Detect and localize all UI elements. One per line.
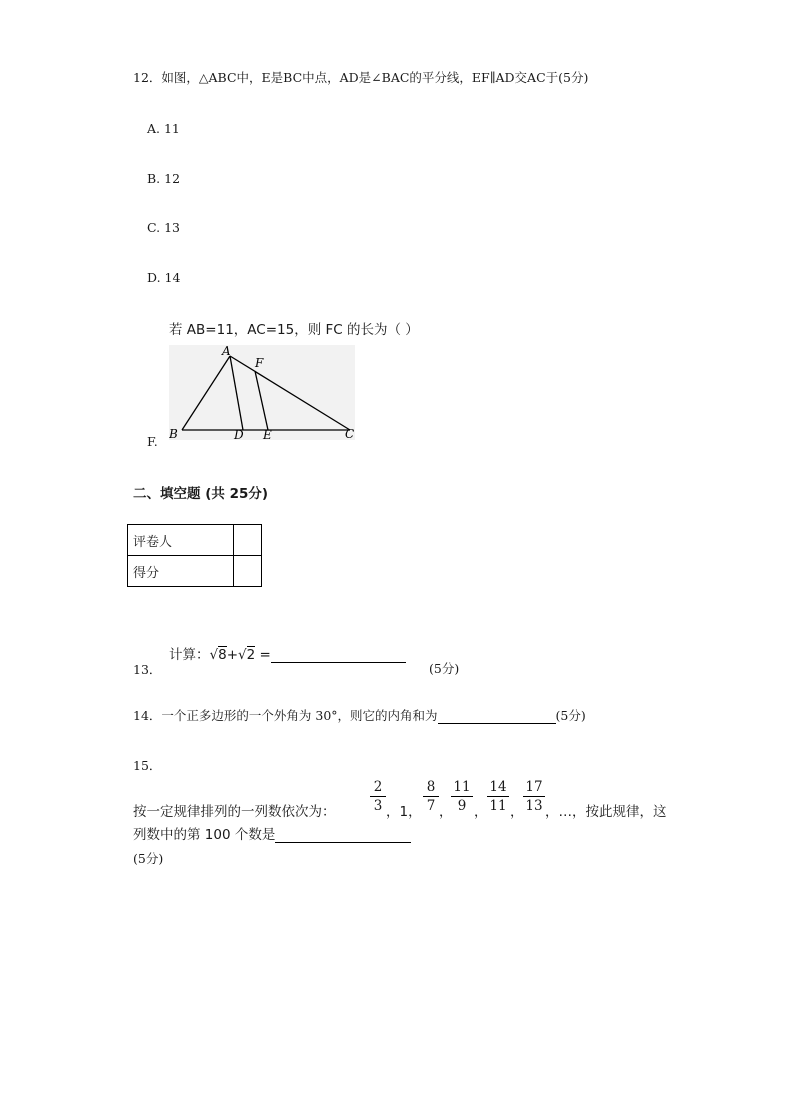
fraction-numerator: 11 <box>453 779 471 795</box>
q12-option-d[interactable]: D. 14 <box>147 270 181 285</box>
fraction-denominator: 13 <box>525 798 543 814</box>
label-e: E <box>263 428 272 440</box>
fraction-numerator: 17 <box>525 779 543 795</box>
fraction-denominator: 3 <box>373 798 383 814</box>
fraction-numerator: 8 <box>426 779 436 795</box>
q13-radicand-b: 2 <box>246 647 256 663</box>
q13-radicand-a: 8 <box>218 647 227 663</box>
q15-number: 15． <box>133 758 162 773</box>
sqrt-icon: √ <box>209 647 219 663</box>
q15-sep: ， <box>439 804 453 820</box>
fraction-denominator: 11 <box>489 798 507 814</box>
sqrt-icon: √ <box>238 647 247 663</box>
label-b: B <box>169 427 178 440</box>
grader-cell[interactable] <box>234 525 262 556</box>
q13-expression <box>169 643 406 663</box>
label-a: A <box>222 345 231 358</box>
q13-number: 13． <box>133 662 162 677</box>
q13-score: (5分) <box>429 661 460 676</box>
fraction <box>423 779 439 814</box>
fraction <box>487 779 509 814</box>
q14-line <box>133 706 586 724</box>
q14-score: (5分) <box>555 708 586 723</box>
triangle-diagram <box>169 345 355 440</box>
segment-ac <box>230 356 350 430</box>
q12-option-a[interactable]: A. 11 <box>147 121 180 136</box>
segment-ab <box>182 356 230 430</box>
q12-option-b[interactable]: B. 12 <box>147 171 181 186</box>
q12-option-c[interactable]: C. 13 <box>147 220 180 235</box>
fraction-bar <box>423 796 439 797</box>
q15-line2 <box>133 823 411 843</box>
fraction <box>523 779 545 814</box>
fraction-numerator: 2 <box>373 779 383 795</box>
q15-line1-prefix: 按一定规律排列的一列数依次为： <box>133 804 336 820</box>
fraction-bar <box>370 796 386 797</box>
table-row <box>128 525 262 556</box>
fraction-bar <box>523 796 545 797</box>
table-row <box>128 556 262 587</box>
q14-answer-blank[interactable] <box>438 709 556 724</box>
q12-sub-question: 若 AB=11，AC=15，则 FC 的长为（ ） <box>169 322 419 338</box>
q13-plus: + <box>226 647 239 663</box>
score-table <box>127 524 262 587</box>
score-cell[interactable] <box>234 556 262 587</box>
q15-answer-blank[interactable] <box>275 827 411 843</box>
label-f: F <box>255 356 264 370</box>
grader-label: 评卷人 <box>128 525 234 556</box>
label-c: C <box>345 427 355 440</box>
segment-ef <box>255 371 268 430</box>
fraction-bar <box>487 796 509 797</box>
q13-prefix: 计算： <box>169 647 210 663</box>
score-label: 得分 <box>128 556 234 587</box>
q15-sep: ，1， <box>386 804 422 820</box>
fraction <box>370 779 386 814</box>
triangle-figure <box>169 345 355 440</box>
segment-ad <box>230 356 243 430</box>
fraction-numerator: 14 <box>489 779 507 795</box>
fraction-denominator: 7 <box>426 798 436 814</box>
q15-line2-text: 列数中的第 100 个数是 <box>133 827 276 843</box>
fraction <box>451 779 473 814</box>
section-heading: 二、填空题 (共 25分) <box>133 486 269 502</box>
q12-stem: 12．如图，△ABC中，E是BC中点，AD是∠BAC的平分线，EF∥AD交AC于(5分) <box>133 70 589 85</box>
q14-text: 14．一个正多边形的一个外角为 30°，则它的内角和为 <box>133 708 438 723</box>
fraction-bar <box>451 796 473 797</box>
q15-sep: ， <box>510 804 524 820</box>
fraction-denominator: 9 <box>457 798 467 814</box>
q15-score: (5分) <box>133 851 164 866</box>
label-d: D <box>234 428 244 440</box>
q15-sep: ， <box>474 804 488 820</box>
q13-answer-blank[interactable] <box>271 648 406 663</box>
q15-line1-suffix: ，…，按此规律，这 <box>545 804 667 820</box>
q13-equals: = <box>255 647 271 663</box>
q12-option-f[interactable]: F. <box>147 434 158 449</box>
